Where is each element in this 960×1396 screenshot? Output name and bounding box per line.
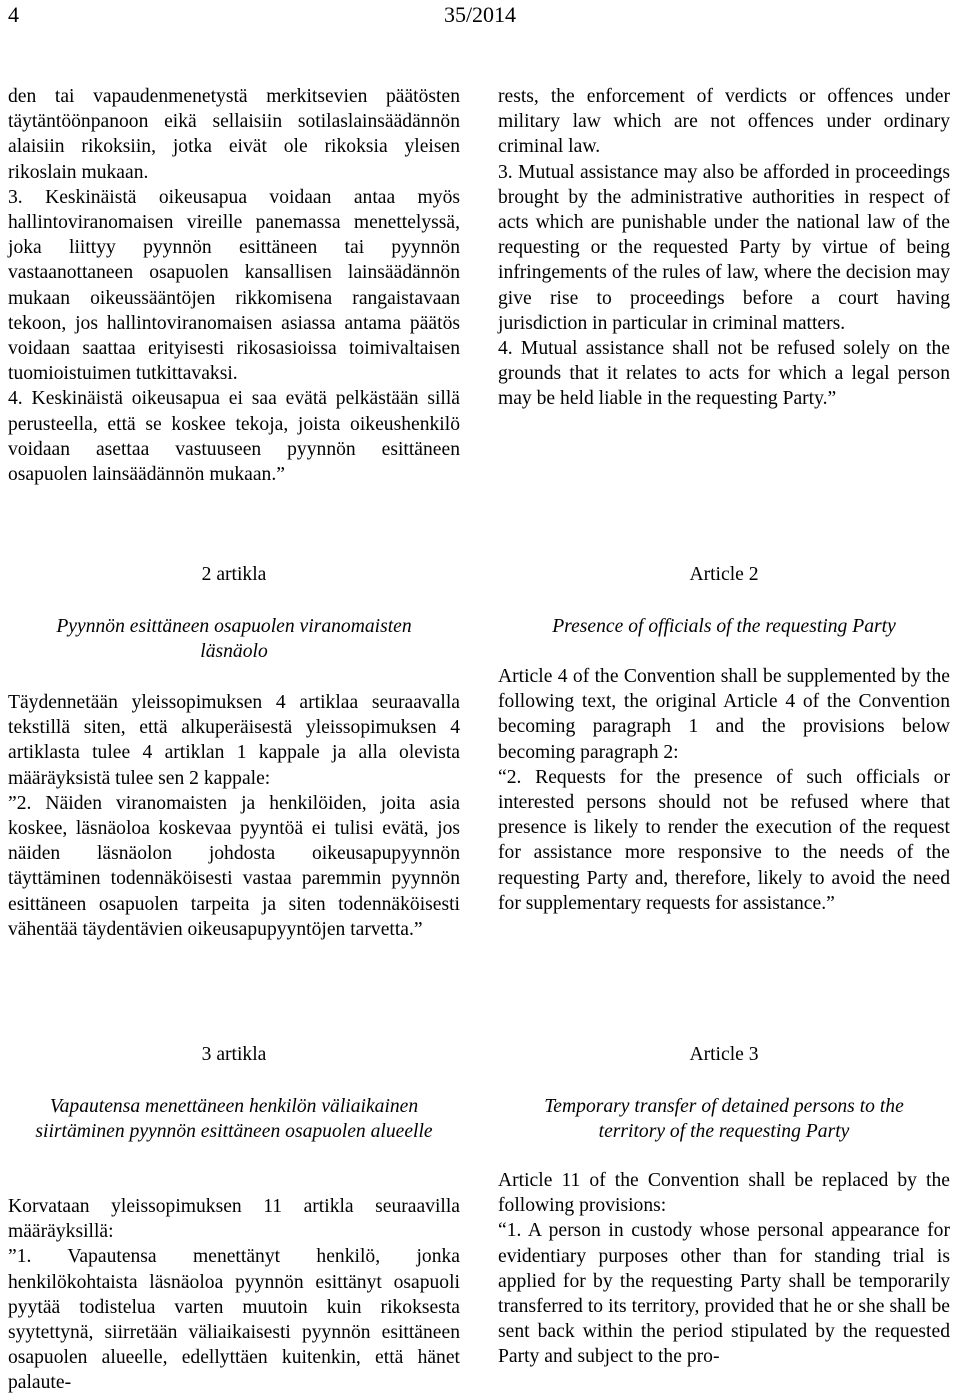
english-article-3-body	[498, 1168, 950, 1370]
finnish-article-3-section	[8, 1042, 460, 1067]
page-header	[0, 0, 960, 40]
article-title: Presence of officials of the requesting Party	[552, 616, 896, 637]
english-intro-paragraph: rests, the enforcement of verdicts or offences under military law which are not offences under ordinary criminal law.	[498, 86, 950, 158]
article-title: Temporary transfer of detained persons to the territory of the requesting Party	[544, 1096, 904, 1143]
finnish-article-3-title-block	[8, 1094, 460, 1144]
article-paragraph: ”2. Näiden viranomaisten ja henkilöiden, joita asia koskee, läsnäoloa koskevaa pyyntöä ei tulisi evätä, jos näiden läsnäolon johdosta oikeusapupyynnön täyttäminen todennäköisesti vastaa paremmin pyynnön esittäneen osapuolen tarpeita ja siten todennäköisesti vähentää täydentävien oikeusapupyyntöjen tarvetta.”	[8, 792, 460, 940]
finnish-intro-paragraph: den tai vapaudenmenetystä merkitsevien päätösten täytäntöönpanoon eikä sellaisiin sotilaslainsäädännön alaisiin rikoksiin, jotka eivät ole rikoksia yleisen rikoslain mukaan.	[8, 86, 460, 183]
finnish-article-2-section	[8, 562, 460, 587]
finnish-intro-section	[8, 84, 460, 487]
finnish-intro-paragraph: 4. Keskinäistä oikeusapua ei saa evätä pelkästään sillä perusteella, että se koskee tekoja, joista oikeushenkilö voidaan asettaa vastuuseen pyynnön esittäneen osapuolen lainsäädännön mukaan.”	[8, 388, 460, 486]
article-paragraph: Article 11 of the Convention shall be replaced by the following provisions:	[498, 1170, 950, 1217]
article-paragraph: Täydennetään yleissopimuksen 4 artiklaa seuraavalla tekstillä siten, että alkuperäisestä yleissopimuksen 4 artiklasta tulee 4 artiklan 1 kappale ja alla olevista määräyksistä tulee sen 2 kappale:	[8, 692, 460, 789]
page-number: 4	[8, 2, 19, 27]
article-title: Vapautensa menettäneen henkilön väliaikainen siirtäminen pyynnön esittäneen osapuolen alueelle	[35, 1096, 433, 1143]
finnish-article-2-title-block	[8, 614, 460, 664]
article-title: Pyynnön esittäneen osapuolen viranomaisten läsnäolo	[56, 616, 412, 663]
english-article-3-section	[498, 1042, 950, 1067]
article-paragraph: ”1. Vapautensa menettänyt henkilö, jonka henkilökohtaista läsnäoloa pyynnön esittänyt osapuoli pyytää todistelua varten muutoin kuin rikoksesta syytettynä, siirretään väliaikaisesti pyynnön esittäneen osapuolen alueelle, edellyttäen kuitenkin, että hänet palaute-	[8, 1246, 460, 1394]
english-intro-section	[498, 84, 950, 412]
article-paragraph: Article 4 of the Convention shall be supplemented by the following text, the original Article 4 of the Convention becoming paragraph 1 and the provisions below becoming paragraph 2:	[498, 666, 950, 763]
article-heading: Article 2	[689, 564, 759, 585]
article-paragraph: Korvataan yleissopimuksen 11 artikla seuraavilla määräyksillä:	[8, 1196, 460, 1243]
english-article-2-title-block	[498, 614, 950, 639]
article-heading: 2 artikla	[201, 564, 267, 585]
finnish-intro-paragraph: 3. Keskinäistä oikeusapua voidaan antaa myös hallintoviranomaisen vireille panemassa menettelyssä, joka liittyy pyynnön esittäneen tai pyynnön vastaanottaneen osapuolen kansallisen lainsäädännön mukaan oikeussääntöjen rikkomisena rangaistavaan tekoon, jos hallintoviranomaisen asiassa antama päätös voidaan saattaa erityisesti rikosasioissa toimivaltaisen tuomioistuimen tutkittavaksi.	[8, 186, 460, 385]
article-heading: Article 3	[689, 1044, 759, 1065]
finnish-article-2-body	[8, 690, 460, 942]
issue-number: 35/2014	[443, 2, 517, 27]
english-intro-paragraph: 4. Mutual assistance shall not be refused solely on the grounds that it relates to acts for which a legal person may be held liable in the requesting Party.”	[498, 338, 950, 410]
article-paragraph: “1. A person in custody whose personal appearance for evidentiary purposes other than for standing trial is applied for by the requesting Party shall be temporarily transferred to its territory, provided that he or she shall be sent back within the period stipulated by the requested Party and subject to the pro-	[498, 1220, 950, 1368]
english-intro-paragraph: 3. Mutual assistance may also be afforded in proceedings brought by the administrative authorities in respect of acts which are punishable under the national law of the requesting or the requested Party by virtue of being infringements of the rules of law, where the decision may give rise to proceedings before a court having jurisdiction in particular in criminal matters.	[498, 161, 950, 334]
english-article-2-section	[498, 562, 950, 587]
english-article-3-title-block	[498, 1094, 950, 1144]
article-heading: 3 artikla	[201, 1044, 267, 1065]
finnish-article-3-body	[8, 1194, 460, 1396]
article-paragraph: “2. Requests for the presence of such officials or interested persons should not be refused where that presence is likely to render the execution of the request for assistance more responsive to the needs of the requesting Party and, therefore, likely to avoid the need for supplementary requests for assistance.”	[498, 766, 950, 914]
english-article-2-body	[498, 664, 950, 916]
